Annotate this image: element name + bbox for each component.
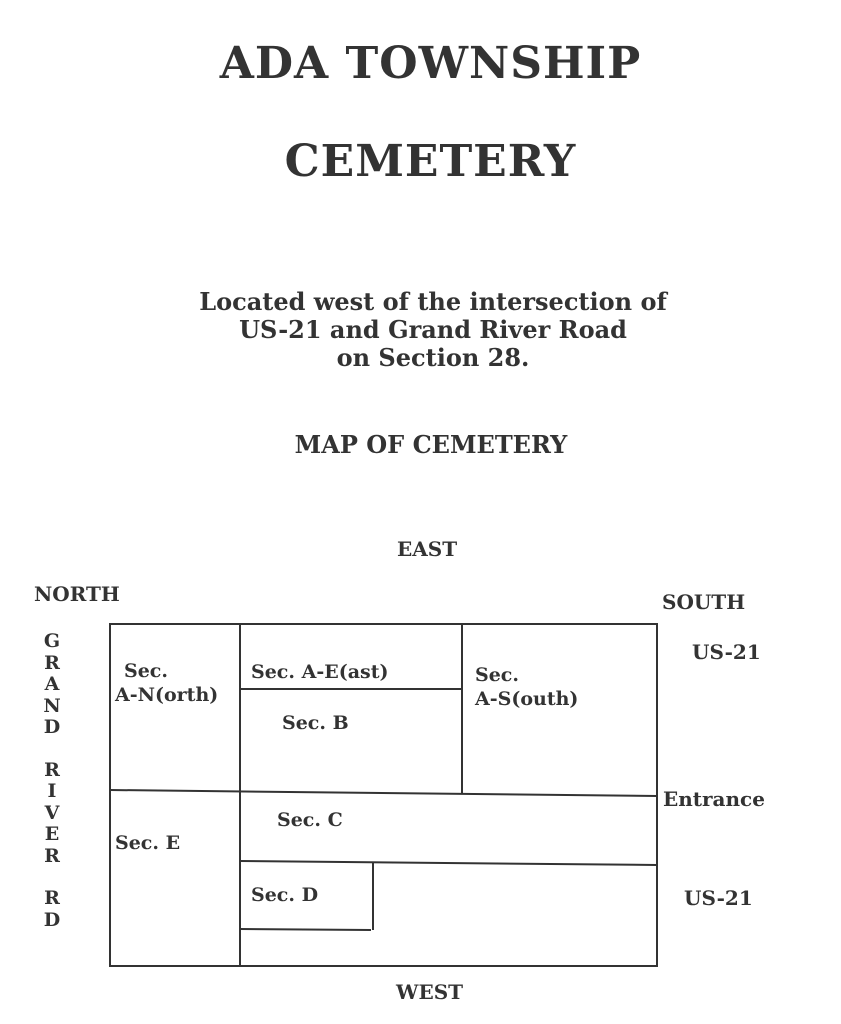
compass-north-label: NORTH bbox=[34, 582, 120, 606]
section-d-bottom-edge bbox=[240, 929, 371, 930]
section-a-south-label bbox=[475, 663, 578, 711]
us21-road-label-bottom: US-21 bbox=[684, 886, 753, 910]
section-a-north-label bbox=[115, 659, 219, 707]
section-a-south-label-line1: Sec. bbox=[475, 664, 519, 686]
road-letter: D bbox=[43, 716, 61, 738]
compass-south-label: SOUTH bbox=[662, 590, 746, 614]
section-e-label: Sec. E bbox=[115, 832, 181, 854]
section-b-label: Sec. B bbox=[282, 712, 349, 734]
section-a-north-label-line1: Sec. bbox=[124, 660, 168, 682]
section-divider-c-d bbox=[240, 861, 657, 865]
road-letter: N bbox=[43, 694, 61, 717]
section-a-east-label: Sec. A-E(ast) bbox=[251, 661, 389, 683]
section-c-label: Sec. C bbox=[277, 809, 343, 831]
us21-road-label-top: US-21 bbox=[692, 640, 761, 664]
entrance-label: Entrance bbox=[663, 787, 765, 811]
road-letter: I bbox=[47, 780, 57, 802]
road-letter: V bbox=[44, 801, 60, 824]
road-letter: R bbox=[44, 887, 60, 909]
location-line-2: US-21 and Grand River Road bbox=[239, 315, 627, 344]
road-letter: A bbox=[44, 673, 60, 695]
map-heading: MAP OF CEMETERY bbox=[294, 430, 568, 459]
road-letter: E bbox=[44, 823, 60, 845]
road-letter: R bbox=[44, 844, 60, 867]
section-a-north-label-line2: A-N(orth) bbox=[115, 684, 219, 706]
compass-east-label: EAST bbox=[397, 537, 458, 561]
page-title: ADA TOWNSHIP bbox=[219, 38, 642, 89]
section-divider-middle bbox=[110, 790, 657, 796]
road-letter: D bbox=[43, 908, 61, 931]
compass-west-label: WEST bbox=[396, 980, 464, 1004]
location-line-1: Located west of the intersection of bbox=[199, 287, 667, 316]
section-d-label: Sec. D bbox=[251, 884, 319, 906]
section-a-south-label-line2: A-S(outh) bbox=[475, 688, 579, 710]
road-letter: R bbox=[44, 758, 60, 781]
location-line-3: on Section 28. bbox=[336, 343, 530, 372]
page-subtitle: CEMETERY bbox=[284, 136, 577, 187]
road-letter: R bbox=[44, 651, 60, 674]
road-letter: G bbox=[43, 630, 61, 652]
